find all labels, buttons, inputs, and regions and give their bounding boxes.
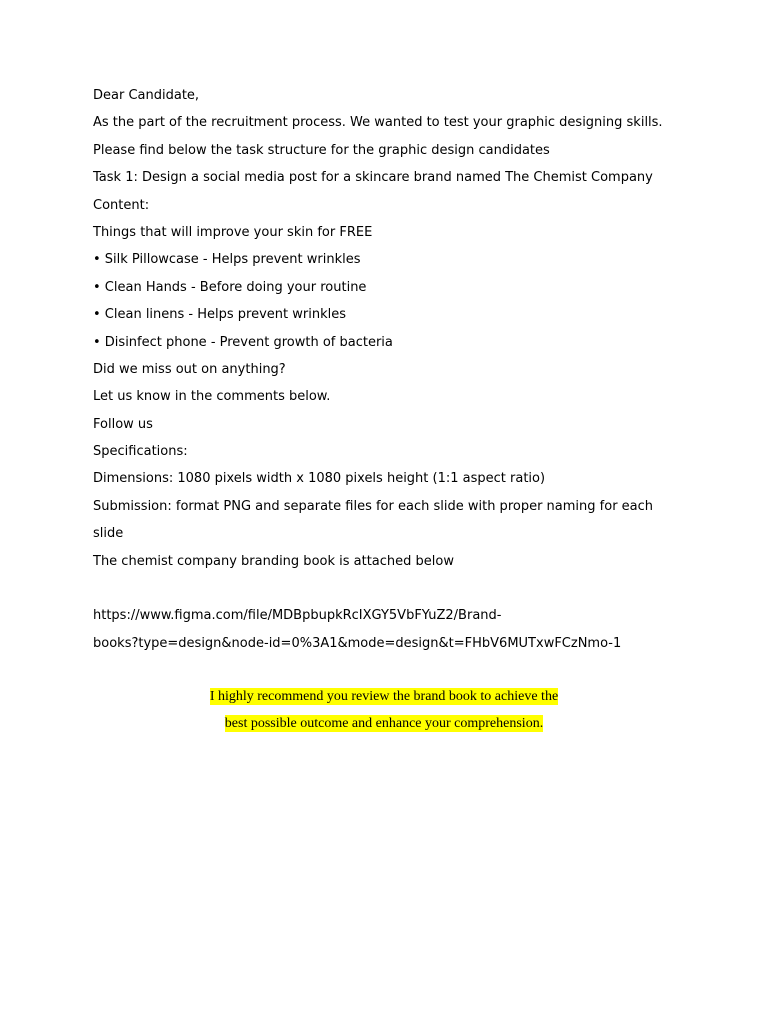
question-line: Did we miss out on anything? (93, 361, 286, 377)
figma-link-part2[interactable]: books?type=design&node-id=0%3A1&mode=design&t=FHbV6MUTxwFCzNmo-1 (93, 635, 622, 651)
cta-line: Let us know in the comments below. (93, 389, 331, 405)
submission-line-continued: slide (93, 526, 124, 542)
spacer (93, 575, 653, 602)
task-line: Task 1: Design a social media post for a skincare brand named The Chemist Company (93, 170, 653, 186)
recommendation-line-2: best possible outcome and enhance your comprehension. (224, 716, 544, 731)
content-label: Content: (93, 197, 150, 213)
specifications-label: Specifications: (93, 444, 188, 460)
branding-note: The chemist company branding book is attached below (93, 553, 454, 569)
recommendation-line-1: I highly recommend you review the brand book to achieve the (209, 689, 559, 704)
submission-line: Submission: format PNG and separate files for each slide with proper naming for each (93, 498, 654, 514)
greeting: Dear Candidate, (93, 88, 200, 103)
intro-paragraph: As the part of the recruitment process. We wanted to test your graphic designing skills. (93, 115, 663, 131)
list-item: • Clean linens - Helps prevent wrinkles (93, 307, 347, 323)
post-headline: Things that will improve your skin for FREE (93, 224, 373, 240)
instructions-paragraph: Please find below the task structure for the graphic design candidates (93, 142, 550, 158)
recommendation-block (0, 683, 768, 737)
list-item: • Silk Pillowcase - Helps prevent wrinkles (93, 252, 361, 268)
follow-line: Follow us (93, 416, 153, 432)
figma-link-part1[interactable]: https://www.figma.com/file/MDBpbupkRcIXGY5VbFYuZ2/Brand- (93, 608, 502, 624)
letter-body (93, 82, 663, 657)
list-item: • Clean Hands - Before doing your routine (93, 279, 367, 295)
list-item: • Disinfect phone - Prevent growth of bacteria (93, 334, 393, 350)
dimensions-line: Dimensions: 1080 pixels width x 1080 pixels height (1:1 aspect ratio) (93, 471, 546, 487)
